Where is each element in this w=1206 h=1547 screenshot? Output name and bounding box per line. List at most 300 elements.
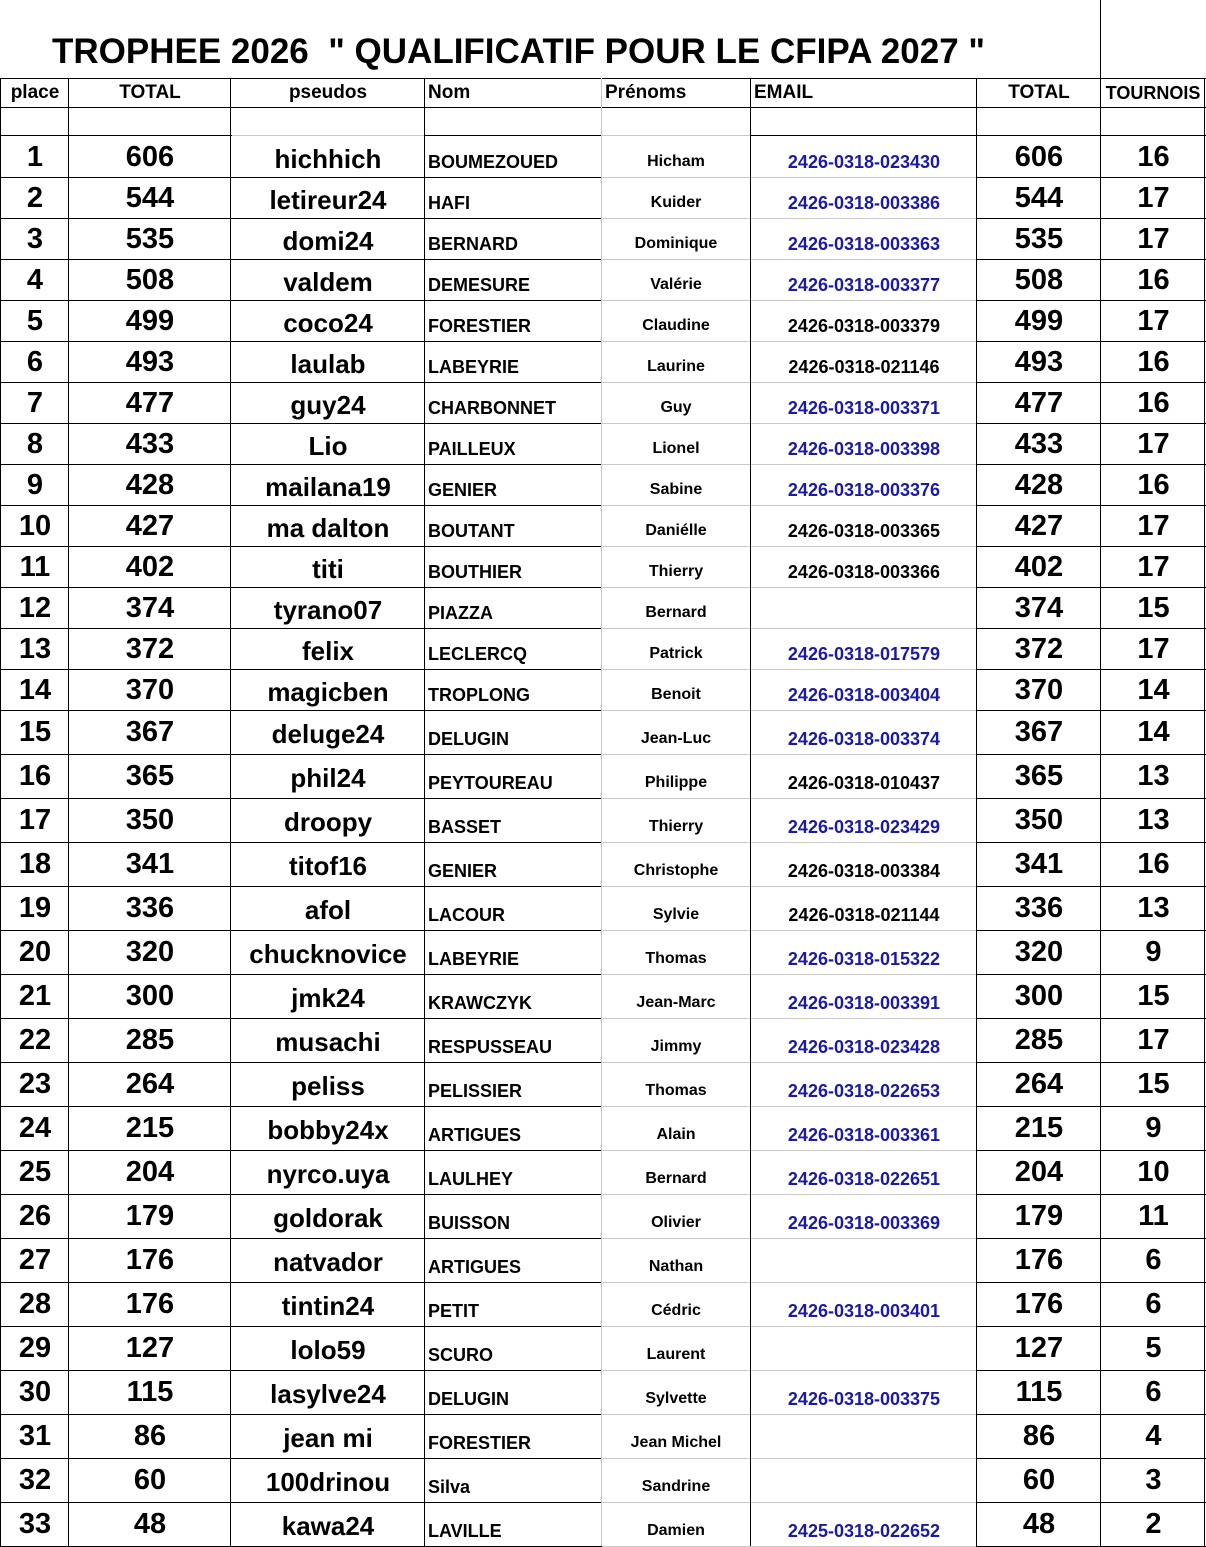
cell-place: 28 xyxy=(18,1288,52,1320)
grid-line xyxy=(976,382,1206,383)
cell-tournois: 10 xyxy=(1137,1156,1170,1188)
cell-total: 285 xyxy=(125,1024,175,1056)
cell-nom: FORESTIER xyxy=(428,316,532,336)
header-place: place xyxy=(10,82,60,103)
cell-email[interactable]: 2426-0318-022653 xyxy=(787,1081,941,1101)
grid-line xyxy=(68,78,69,1546)
cell-place: 26 xyxy=(18,1200,52,1232)
grid-line xyxy=(602,1106,750,1107)
grid-line xyxy=(750,218,978,219)
cell-total: 535 xyxy=(125,222,175,255)
grid-line xyxy=(0,628,424,629)
grid-line xyxy=(976,754,1206,755)
grid-line xyxy=(750,1018,978,1019)
cell-email xyxy=(752,1432,976,1454)
cell-total: 60 xyxy=(133,1464,167,1496)
cell-total: 179 xyxy=(125,1200,175,1232)
cell-total: 176 xyxy=(125,1244,175,1276)
cell-total: 370 xyxy=(125,673,175,706)
header-tournois: TOURNOIS xyxy=(1105,83,1201,103)
grid-line xyxy=(424,464,602,465)
cell-total-2: 60 xyxy=(1022,1464,1056,1496)
cell-tournois: 17 xyxy=(1137,304,1170,337)
cell-prenom: Thomas xyxy=(645,1082,707,1099)
grid-line xyxy=(424,382,602,383)
grid-line xyxy=(424,1282,602,1283)
grid-line xyxy=(0,1106,424,1107)
grid-line xyxy=(750,886,978,887)
grid-line xyxy=(0,505,424,506)
cell-tournois: 6 xyxy=(1145,1244,1162,1276)
cell-email: 2426-0318-021144 xyxy=(788,905,940,925)
grid-line xyxy=(424,78,425,1546)
grid-line xyxy=(750,300,978,301)
cell-nom: BOUTHIER xyxy=(428,562,522,582)
cell-prenom: Olivier xyxy=(651,1214,701,1231)
grid-line xyxy=(750,1326,978,1327)
cell-email[interactable]: 2426-0318-003374 xyxy=(787,729,941,749)
cell-prenom: Thierry xyxy=(648,818,704,835)
grid-line xyxy=(424,886,602,887)
cell-total-2: 428 xyxy=(1014,468,1064,501)
grid-line xyxy=(424,628,602,629)
grid-line xyxy=(0,1458,424,1459)
cell-prenom: Bernard xyxy=(645,1170,707,1187)
grid-line xyxy=(750,710,978,711)
grid-line xyxy=(0,218,424,219)
cell-prenom: Thomas xyxy=(645,950,707,967)
cell-email[interactable]: 2426-0318-003369 xyxy=(787,1213,941,1233)
grid-line xyxy=(750,1458,978,1459)
grid-line xyxy=(424,1502,602,1503)
cell-total-2: 370 xyxy=(1014,673,1064,706)
cell-prenom: Jean-Marc xyxy=(636,994,716,1011)
cell-place: 4 xyxy=(26,263,44,296)
grid-line xyxy=(424,1326,602,1327)
grid-line xyxy=(0,930,424,931)
cell-email[interactable]: 2425-0318-022652 xyxy=(787,1521,941,1541)
grid-line xyxy=(0,1150,424,1151)
cell-total-2: 544 xyxy=(1014,181,1064,214)
cell-nom: LABEYRIE xyxy=(428,357,520,377)
header-nom: Nom xyxy=(428,82,471,103)
cell-place: 19 xyxy=(18,892,52,924)
cell-tournois: 14 xyxy=(1137,716,1170,748)
cell-prenom: Benoit xyxy=(651,686,701,703)
cell-nom: SCURO xyxy=(428,1345,494,1365)
grid-line xyxy=(602,587,750,588)
cell-prenom: Patrick xyxy=(649,645,703,662)
cell-total: 48 xyxy=(133,1508,167,1540)
cell-email[interactable]: 2426-0318-003391 xyxy=(787,993,941,1013)
grid-line xyxy=(750,505,978,506)
grid-line xyxy=(750,669,978,670)
cell-tournois: 16 xyxy=(1137,386,1170,419)
cell-prenom: Jimmy xyxy=(650,1038,702,1055)
cell-tournois: 17 xyxy=(1137,181,1170,214)
cell-place: 9 xyxy=(26,468,44,501)
grid-line xyxy=(976,218,1206,219)
cell-prenom: Lionel xyxy=(652,440,700,457)
cell-total: 433 xyxy=(125,427,175,460)
cell-total-2: 372 xyxy=(1014,632,1064,665)
grid-line xyxy=(0,107,1206,108)
grid-line xyxy=(424,754,602,755)
grid-line xyxy=(750,842,978,843)
grid-line xyxy=(230,78,231,1546)
grid-line xyxy=(750,1106,978,1107)
cell-place: 24 xyxy=(18,1112,52,1144)
grid-line xyxy=(976,1414,1206,1415)
grid-line xyxy=(976,1502,1206,1503)
cell-pseudo: jmk24 xyxy=(291,983,365,1013)
cell-place: 30 xyxy=(18,1376,52,1408)
cell-total-2: 115 xyxy=(1015,1376,1063,1408)
cell-place: 7 xyxy=(26,386,44,419)
grid-line xyxy=(750,423,978,424)
cell-total: 215 xyxy=(125,1112,175,1144)
grid-line xyxy=(750,382,978,383)
cell-prenom: Dominique xyxy=(634,235,718,252)
grid-line xyxy=(0,78,1206,79)
cell-tournois: 11 xyxy=(1138,1200,1169,1232)
grid-line xyxy=(0,135,232,136)
cell-prenom: Claudine xyxy=(642,317,710,334)
grid-line xyxy=(750,1062,978,1063)
cell-place: 5 xyxy=(26,304,44,337)
grid-line xyxy=(976,1458,1206,1459)
cell-nom: LABEYRIE xyxy=(428,949,520,969)
cell-total-2: 402 xyxy=(1014,550,1064,583)
cell-pseudo: letireur24 xyxy=(269,184,387,215)
cell-email[interactable]: 2426-0318-023428 xyxy=(787,1037,941,1057)
grid-line xyxy=(424,1018,602,1019)
grid-line xyxy=(976,505,1206,506)
cell-nom: PEYTOUREAU xyxy=(428,773,553,793)
grid-line xyxy=(750,628,978,629)
cell-tournois: 17 xyxy=(1137,427,1170,460)
cell-tournois: 17 xyxy=(1137,1024,1170,1056)
grid-line xyxy=(976,1062,1206,1063)
grid-line xyxy=(0,1282,424,1283)
cell-prenom: Sabine xyxy=(649,481,703,498)
cell-pseudo: natvador xyxy=(273,1247,383,1277)
grid-line xyxy=(0,259,424,260)
grid-line xyxy=(0,974,424,975)
cell-nom: KRAWCZYK xyxy=(428,993,532,1013)
cell-prenom: Jean Michel xyxy=(630,1434,722,1451)
cell-total-2: 264 xyxy=(1014,1068,1064,1100)
cell-total: 493 xyxy=(125,345,175,378)
cell-place: 10 xyxy=(18,509,52,542)
cell-place: 18 xyxy=(18,848,52,880)
cell-tournois: 3 xyxy=(1145,1464,1162,1496)
cell-nom: LECLERCQ xyxy=(428,644,527,664)
grid-line xyxy=(976,587,1206,588)
cell-tournois: 16 xyxy=(1137,468,1170,501)
cell-tournois: 15 xyxy=(1137,1068,1170,1100)
grid-line xyxy=(0,1502,424,1503)
cell-nom: BOUMEZOUED xyxy=(428,152,558,172)
cell-prenom: Valérie xyxy=(650,276,702,293)
grid-line xyxy=(424,1458,602,1459)
cell-total: 127 xyxy=(125,1332,175,1364)
cell-total: 341 xyxy=(125,848,175,880)
cell-pseudo: 100drinou xyxy=(265,1467,391,1497)
grid-line xyxy=(0,1018,424,1019)
cell-pseudo: valdem xyxy=(283,266,373,297)
cell-place: 13 xyxy=(18,632,52,665)
cell-place: 6 xyxy=(26,345,44,378)
grid-line xyxy=(976,1018,1206,1019)
cell-tournois: 16 xyxy=(1137,848,1170,880)
cell-pseudo: jean mi xyxy=(283,1423,373,1453)
cell-place: 2 xyxy=(26,181,44,214)
cell-total-2: 215 xyxy=(1014,1112,1064,1144)
cell-email[interactable]: 2426-0318-003398 xyxy=(787,439,941,459)
grid-line xyxy=(424,505,602,506)
cell-email[interactable]: 2426-0318-023429 xyxy=(787,817,941,837)
cell-pseudo: laulab xyxy=(290,348,366,379)
cell-pseudo: tyrano07 xyxy=(273,594,383,625)
grid-line xyxy=(976,1282,1206,1283)
grid-line xyxy=(602,177,750,178)
cell-email: 2426-0318-003366 xyxy=(787,562,941,582)
cell-nom: TROPLONG xyxy=(428,685,530,705)
cell-place: 33 xyxy=(18,1508,52,1540)
cell-total-2: 535 xyxy=(1014,222,1064,255)
cell-pseudo: coco24 xyxy=(283,307,373,338)
grid-line xyxy=(1100,0,1101,1546)
grid-line xyxy=(602,1502,750,1503)
cell-place: 11 xyxy=(19,550,51,583)
cell-pseudo: kawa24 xyxy=(281,1511,375,1541)
page-title: TROPHEE 2026 " QUALIFICATIF POUR LE CFIPA 2027 " xyxy=(52,32,985,71)
cell-total: 115 xyxy=(126,1376,174,1408)
cell-nom: PAILLEUX xyxy=(428,439,516,459)
grid-line xyxy=(976,177,1206,178)
cell-email[interactable]: 2426-0318-015322 xyxy=(787,949,941,969)
grid-line xyxy=(0,1414,424,1415)
grid-line xyxy=(602,669,750,670)
cell-nom: GENIER xyxy=(428,861,498,881)
cell-nom: FORESTIER xyxy=(428,1433,532,1453)
cell-email: 2426-0318-010437 xyxy=(787,773,941,793)
cell-nom: BOUTANT xyxy=(428,521,515,541)
cell-nom: LAULHEY xyxy=(428,1169,513,1189)
cell-total: 606 xyxy=(125,140,175,173)
cell-email[interactable]: 2426-0318-022651 xyxy=(787,1169,941,1189)
cell-tournois: 2 xyxy=(1145,1508,1162,1540)
grid-line xyxy=(424,218,602,219)
grid-line xyxy=(750,341,978,342)
grid-line xyxy=(602,1238,750,1239)
grid-line xyxy=(976,669,1206,670)
cell-email[interactable]: 2426-0318-023430 xyxy=(787,152,941,172)
grid-line xyxy=(0,546,424,547)
grid-line xyxy=(750,546,978,547)
grid-line xyxy=(232,135,424,136)
grid-line xyxy=(602,423,750,424)
header-total-2: TOTAL xyxy=(1008,82,1070,103)
cell-total-2: 427 xyxy=(1014,509,1064,542)
cell-tournois: 17 xyxy=(1137,632,1170,665)
cell-total: 365 xyxy=(125,760,175,792)
cell-email[interactable]: 2426-0318-003361 xyxy=(787,1125,941,1145)
cell-prenom: Sylvie xyxy=(652,906,700,923)
grid-line xyxy=(424,1106,602,1107)
cell-place: 20 xyxy=(18,936,52,968)
cell-tournois: 16 xyxy=(1137,345,1170,378)
cell-email[interactable]: 2426-0318-003363 xyxy=(787,234,941,254)
cell-total: 350 xyxy=(125,804,175,836)
grid-line xyxy=(424,259,602,260)
cell-place: 8 xyxy=(26,427,44,460)
cell-tournois: 14 xyxy=(1137,673,1170,706)
cell-nom: PIAZZA xyxy=(428,603,493,623)
cell-total-2: 367 xyxy=(1014,716,1064,748)
cell-place: 29 xyxy=(18,1332,52,1364)
cell-email xyxy=(752,1256,976,1278)
grid-line xyxy=(424,546,602,547)
grid-line xyxy=(976,1194,1206,1195)
grid-line xyxy=(424,930,602,931)
cell-tournois: 6 xyxy=(1145,1376,1162,1408)
cell-total-2: 320 xyxy=(1014,936,1064,968)
cell-nom: PELISSIER xyxy=(428,1081,523,1101)
grid-line xyxy=(0,754,424,755)
grid-line xyxy=(424,1062,602,1063)
grid-line xyxy=(976,464,1206,465)
cell-place: 15 xyxy=(18,716,52,748)
cell-email[interactable]: 2426-0318-003375 xyxy=(787,1389,941,1409)
grid-line xyxy=(0,423,424,424)
grid-line xyxy=(602,1150,750,1151)
cell-prenom: Guy xyxy=(660,399,692,416)
grid-line xyxy=(750,798,978,799)
cell-total: 264 xyxy=(125,1068,175,1100)
grid-line xyxy=(750,1194,978,1195)
grid-line xyxy=(424,587,602,588)
grid-line xyxy=(602,382,750,383)
grid-line xyxy=(424,798,602,799)
cell-tournois: 15 xyxy=(1137,980,1170,1012)
grid-line xyxy=(750,587,978,588)
grid-line xyxy=(750,259,978,260)
grid-line xyxy=(424,710,602,711)
cell-place: 27 xyxy=(18,1244,52,1276)
cell-prenom: Sylvette xyxy=(645,1390,707,1407)
grid-line xyxy=(424,669,602,670)
cell-total-2: 374 xyxy=(1014,591,1064,624)
cell-place: 23 xyxy=(18,1068,52,1100)
cell-total-2: 341 xyxy=(1014,848,1064,880)
grid-line xyxy=(750,177,978,178)
cell-total: 176 xyxy=(125,1288,175,1320)
grid-line xyxy=(750,1502,978,1503)
header-email: EMAIL xyxy=(754,82,814,103)
cell-email[interactable]: 2426-0318-003376 xyxy=(787,480,941,500)
grid-line xyxy=(424,341,602,342)
cell-total: 508 xyxy=(125,263,175,296)
cell-nom: LAVILLE xyxy=(428,1521,502,1541)
grid-line xyxy=(750,135,978,136)
grid-line xyxy=(0,1194,424,1195)
grid-line xyxy=(424,1414,602,1415)
cell-total-2: 176 xyxy=(1014,1244,1064,1276)
cell-pseudo: afol xyxy=(304,895,352,925)
grid-line xyxy=(0,669,424,670)
cell-tournois: 13 xyxy=(1137,804,1170,836)
grid-line xyxy=(976,341,1206,342)
cell-nom: BASSET xyxy=(428,817,502,837)
cell-nom: LACOUR xyxy=(428,905,505,925)
cell-prenom: Philippe xyxy=(644,774,708,791)
grid-line xyxy=(0,1326,424,1327)
cell-email[interactable]: 2426-0318-003377 xyxy=(787,275,941,295)
grid-line xyxy=(976,78,977,1546)
grid-line xyxy=(602,1370,750,1371)
cell-email[interactable]: 2426-0318-003401 xyxy=(787,1301,941,1321)
grid-line xyxy=(602,710,750,711)
grid-line xyxy=(750,974,978,975)
cell-email[interactable]: 2426-0318-003371 xyxy=(787,398,941,418)
cell-nom: RESPUSSEAU xyxy=(428,1037,553,1057)
cell-tournois: 17 xyxy=(1137,550,1170,583)
cell-email[interactable]: 2426-0318-003386 xyxy=(787,193,941,213)
cell-tournois: 15 xyxy=(1137,591,1170,624)
cell-total-2: 48 xyxy=(1022,1508,1056,1540)
grid-line xyxy=(750,1282,978,1283)
cell-prenom: Jean-Luc xyxy=(640,730,712,747)
grid-line xyxy=(976,1238,1206,1239)
cell-nom: PETIT xyxy=(428,1301,480,1321)
cell-prenom: Nathan xyxy=(648,1258,704,1275)
grid-line xyxy=(602,974,750,975)
cell-email: 2426-0318-021146 xyxy=(788,357,940,377)
cell-total-2: 606 xyxy=(1014,140,1064,173)
cell-place: 14 xyxy=(18,673,52,706)
cell-nom: ARTIGUES xyxy=(428,1125,522,1145)
grid-line xyxy=(976,259,1206,260)
cell-email[interactable]: 2426-0318-003404 xyxy=(787,685,941,705)
header-pseudos: pseudos xyxy=(288,82,368,103)
cell-pseudo: Lio xyxy=(308,430,348,461)
grid-line xyxy=(976,710,1206,711)
cell-email[interactable]: 2426-0318-017579 xyxy=(787,644,941,664)
grid-line xyxy=(602,886,750,887)
cell-pseudo: tintin24 xyxy=(281,1291,375,1321)
cell-total: 320 xyxy=(125,936,175,968)
grid-line xyxy=(976,930,1206,931)
cell-tournois: 16 xyxy=(1137,263,1170,296)
cell-nom: DELUGIN xyxy=(428,1389,509,1409)
cell-prenom: Laurine xyxy=(647,358,705,375)
grid-line xyxy=(0,1238,424,1239)
cell-pseudo: guy24 xyxy=(290,389,366,420)
grid-line xyxy=(602,1326,750,1327)
cell-place: 31 xyxy=(18,1420,52,1452)
grid-line xyxy=(424,1370,602,1371)
grid-line xyxy=(602,135,750,136)
cell-total-2: 179 xyxy=(1014,1200,1064,1232)
grid-line xyxy=(0,587,424,588)
grid-line xyxy=(750,464,978,465)
grid-line xyxy=(0,382,424,383)
grid-line xyxy=(0,842,424,843)
cell-total-2: 204 xyxy=(1014,1156,1064,1188)
cell-email: 2426-0318-003365 xyxy=(787,521,941,541)
